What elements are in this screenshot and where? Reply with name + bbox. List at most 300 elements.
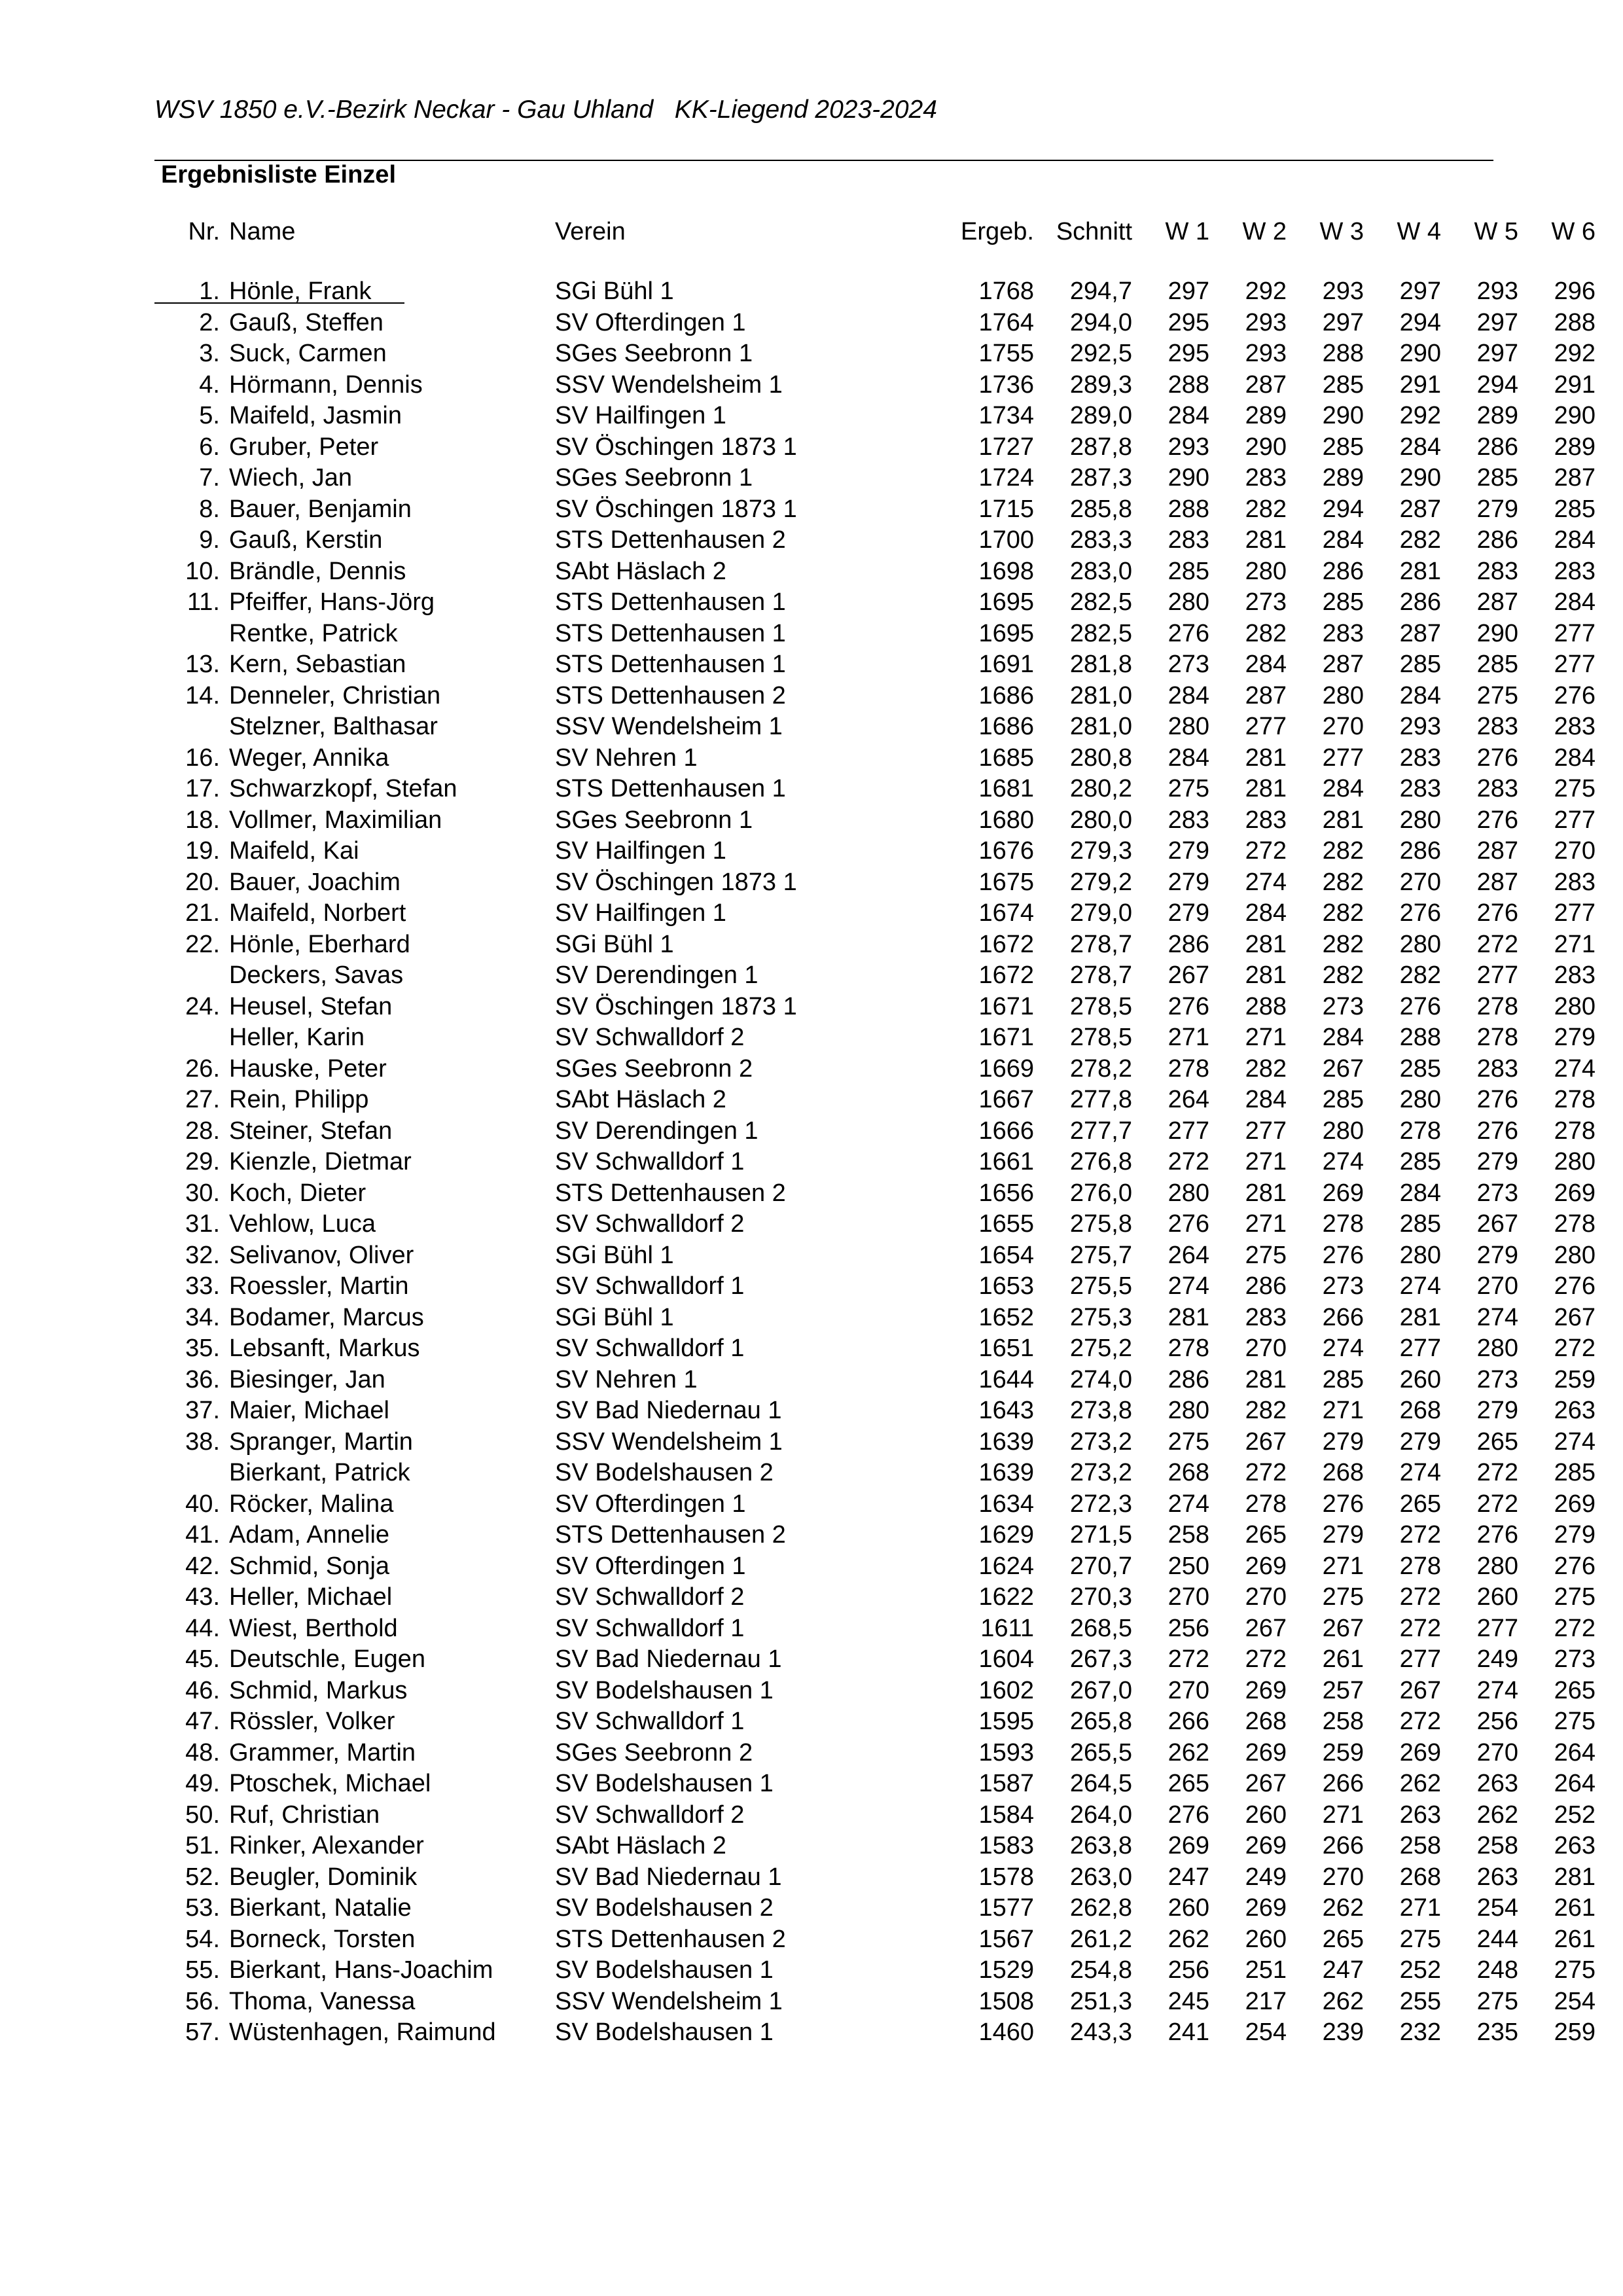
rank-cell: 55. [185, 1956, 220, 1984]
rank-cell: 51. [185, 1832, 220, 1859]
w6-cell: 289 [1554, 433, 1596, 461]
w5-cell: 273 [1476, 1179, 1518, 1207]
total-cell: 1672 [978, 961, 1034, 989]
rank-cell: 14. [185, 681, 220, 709]
total-cell: 1685 [978, 744, 1034, 772]
total-cell: 1593 [978, 1738, 1034, 1767]
rank-cell: 48. [185, 1738, 220, 1767]
average-cell: 279,3 [1069, 837, 1132, 865]
rank-cell: 52. [185, 1863, 220, 1891]
rank-cell: 26. [185, 1054, 220, 1083]
w5-cell: 279 [1476, 1148, 1518, 1175]
club-cell: SV Bodelshausen 1 [555, 2018, 774, 2046]
w1-cell: 280 [1168, 713, 1209, 740]
name-cell: Bierkant, Patrick [229, 1459, 410, 1486]
w6-cell: 280 [1554, 992, 1596, 1020]
name-cell: Adam, Annelie [229, 1521, 390, 1549]
name-cell: Schmid, Markus [229, 1676, 408, 1704]
w5-cell: 275 [1476, 681, 1518, 709]
w5-cell: 248 [1476, 1956, 1518, 1984]
average-cell: 277,7 [1069, 1117, 1132, 1145]
w6-cell: 265 [1554, 1676, 1596, 1704]
rank-cell: 50. [185, 1801, 220, 1829]
w6-cell: 278 [1554, 1210, 1596, 1238]
total-cell: 1583 [978, 1832, 1034, 1859]
name-cell: Maifeld, Jasmin [229, 402, 402, 429]
table-row [154, 338, 1596, 370]
w3-cell: 284 [1322, 1024, 1364, 1051]
average-cell: 254,8 [1069, 1956, 1132, 1984]
club-cell: SV Schwalldorf 2 [555, 1210, 745, 1238]
total-cell: 1634 [978, 1490, 1034, 1518]
w5-cell: 278 [1476, 1024, 1518, 1051]
w2-cell: 268 [1245, 1708, 1287, 1735]
w3-cell: 293 [1322, 278, 1364, 305]
w5-cell: 276 [1476, 1521, 1518, 1549]
club-cell: STS Dettenhausen 2 [555, 526, 786, 554]
w5-cell: 274 [1476, 1303, 1518, 1331]
name-cell: Bauer, Joachim [229, 868, 401, 896]
club-cell: SGi Bühl 1 [555, 1303, 674, 1331]
w1-cell: 273 [1168, 651, 1209, 678]
average-cell: 294,0 [1069, 308, 1132, 336]
w5-cell: 274 [1476, 1676, 1518, 1704]
name-cell: Hönle, Eberhard [229, 930, 410, 958]
total-cell: 1578 [978, 1863, 1034, 1891]
rank-cell: 49. [185, 1770, 220, 1797]
average-cell: 289,0 [1069, 402, 1132, 429]
table-row [154, 774, 1596, 805]
rank-cell: 21. [185, 899, 220, 927]
w5-cell: 293 [1476, 278, 1518, 305]
w1-cell: 274 [1168, 1490, 1209, 1518]
table-row [154, 1768, 1596, 1800]
w6-cell: 252 [1554, 1801, 1596, 1829]
w1-cell: 250 [1168, 1552, 1209, 1580]
table-row [154, 1489, 1596, 1520]
total-cell: 1768 [978, 278, 1034, 305]
w2-cell: 281 [1245, 775, 1287, 802]
w3-cell: 271 [1322, 1801, 1364, 1829]
rank-cell: 20. [185, 868, 220, 896]
w1-cell: 281 [1168, 1303, 1209, 1331]
w2-cell: 260 [1245, 1801, 1287, 1829]
w4-cell: 263 [1399, 1801, 1441, 1829]
w6-cell: 263 [1554, 1832, 1596, 1859]
w6-cell: 276 [1554, 1552, 1596, 1580]
w4-cell: 287 [1399, 495, 1441, 523]
table-row [154, 681, 1596, 712]
w3-cell: 273 [1322, 1272, 1364, 1300]
w4-cell: 272 [1399, 1521, 1441, 1549]
rank-cell: 24. [185, 992, 220, 1020]
table-row [154, 1924, 1596, 1956]
w3-cell: 274 [1322, 1335, 1364, 1362]
w3-cell: 266 [1322, 1770, 1364, 1797]
table-row [154, 432, 1596, 463]
club-cell: SGes Seebronn 2 [555, 1054, 753, 1083]
average-cell: 277,8 [1069, 1086, 1132, 1113]
table-row [154, 1800, 1596, 1831]
average-cell: 265,8 [1069, 1708, 1132, 1735]
w5-cell: 277 [1476, 1614, 1518, 1642]
w6-cell: 274 [1554, 1054, 1596, 1083]
name-cell: Pfeiffer, Hans-Jörg [229, 588, 435, 616]
table-row [154, 1644, 1596, 1676]
club-cell: SV Bodelshausen 1 [555, 1676, 774, 1704]
average-cell: 267,3 [1069, 1645, 1132, 1673]
w4-cell: 255 [1399, 1987, 1441, 2015]
w3-cell: 273 [1322, 992, 1364, 1020]
club-cell: STS Dettenhausen 1 [555, 775, 786, 802]
name-cell: Lebsanft, Markus [229, 1335, 420, 1362]
col-header-ergeb: Ergeb. [961, 218, 1034, 245]
w6-cell: 292 [1554, 340, 1596, 367]
w1-cell: 275 [1168, 775, 1209, 802]
total-cell: 1691 [978, 651, 1034, 678]
w3-cell: 274 [1322, 1148, 1364, 1175]
w2-cell: 217 [1245, 1987, 1287, 2015]
w4-cell: 279 [1399, 1427, 1441, 1456]
w4-cell: 280 [1399, 806, 1441, 834]
club-cell: SV Schwalldorf 1 [555, 1708, 745, 1735]
table-row [154, 1613, 1596, 1645]
w2-cell: 269 [1245, 1552, 1287, 1580]
w1-cell: 279 [1168, 837, 1209, 865]
w3-cell: 284 [1322, 775, 1364, 802]
table-row [154, 1893, 1596, 1924]
w1-cell: 275 [1168, 1427, 1209, 1456]
w5-cell: 263 [1476, 1863, 1518, 1891]
w3-cell: 265 [1322, 1925, 1364, 1953]
club-cell: SGi Bühl 1 [555, 930, 674, 958]
first-row-rule [220, 302, 404, 304]
average-cell: 280,8 [1069, 744, 1132, 772]
w3-cell: 276 [1322, 1490, 1364, 1518]
club-cell: SV Bodelshausen 1 [555, 1770, 774, 1797]
name-cell: Borneck, Torsten [229, 1925, 416, 1953]
w2-cell: 282 [1245, 495, 1287, 523]
w3-cell: 279 [1322, 1521, 1364, 1549]
rank-cell: 57. [185, 2018, 220, 2046]
club-cell: SV Derendingen 1 [555, 1117, 758, 1145]
w4-cell: 258 [1399, 1832, 1441, 1859]
w2-cell: 272 [1245, 1645, 1287, 1673]
w6-cell: 259 [1554, 2018, 1596, 2046]
name-cell: Grammer, Martin [229, 1738, 416, 1767]
table-body [154, 276, 1596, 2049]
w4-cell: 294 [1399, 308, 1441, 336]
rank-cell: 9. [199, 526, 220, 554]
total-cell: 1671 [978, 1024, 1034, 1051]
name-cell: Heller, Karin [229, 1024, 365, 1051]
w6-cell: 274 [1554, 1427, 1596, 1456]
rank-cell: 29. [185, 1148, 220, 1175]
w5-cell: 280 [1476, 1552, 1518, 1580]
average-cell: 272,3 [1069, 1490, 1132, 1518]
w6-cell: 277 [1554, 899, 1596, 927]
w1-cell: 277 [1168, 1117, 1209, 1145]
w6-cell: 287 [1554, 464, 1596, 492]
name-cell: Maifeld, Norbert [229, 899, 406, 927]
average-cell: 278,7 [1069, 961, 1132, 989]
name-cell: Denneler, Christian [229, 681, 441, 709]
table-row [154, 525, 1596, 556]
w2-cell: 288 [1245, 992, 1287, 1020]
name-cell: Kienzle, Dietmar [229, 1148, 412, 1175]
club-cell: SSV Wendelsheim 1 [555, 370, 783, 399]
table-row [154, 743, 1596, 774]
w2-cell: 269 [1245, 1738, 1287, 1767]
w4-cell: 269 [1399, 1738, 1441, 1767]
name-cell: Gruber, Peter [229, 433, 379, 461]
table-row [154, 867, 1596, 899]
table-row [154, 898, 1596, 929]
w4-cell: 285 [1399, 1210, 1441, 1238]
w2-cell: 290 [1245, 433, 1287, 461]
average-cell: 273,2 [1069, 1427, 1132, 1456]
w6-cell: 283 [1554, 961, 1596, 989]
w4-cell: 271 [1399, 1894, 1441, 1922]
w2-cell: 274 [1245, 868, 1287, 896]
name-cell: Selivanov, Oliver [229, 1241, 414, 1269]
w3-cell: 277 [1322, 744, 1364, 772]
w4-cell: 286 [1399, 837, 1441, 865]
club-cell: SV Schwalldorf 1 [555, 1614, 745, 1642]
table-row [154, 556, 1596, 588]
w4-cell: 281 [1399, 557, 1441, 585]
w1-cell: 278 [1168, 1335, 1209, 1362]
w3-cell: 284 [1322, 526, 1364, 554]
w1-cell: 245 [1168, 1987, 1209, 2015]
average-cell: 287,8 [1069, 433, 1132, 461]
w1-cell: 276 [1168, 619, 1209, 647]
total-cell: 1736 [978, 370, 1034, 399]
total-cell: 1667 [978, 1086, 1034, 1113]
total-cell: 1567 [978, 1925, 1034, 1953]
average-cell: 270,3 [1069, 1583, 1132, 1611]
w1-cell: 280 [1168, 588, 1209, 616]
table-row [154, 587, 1596, 619]
w1-cell: 260 [1168, 1894, 1209, 1922]
w4-cell: 288 [1399, 1024, 1441, 1051]
w2-cell: 270 [1245, 1335, 1287, 1362]
average-cell: 251,3 [1069, 1987, 1132, 2015]
table-row [154, 1862, 1596, 1893]
average-cell: 292,5 [1069, 340, 1132, 367]
name-cell: Rein, Philipp [229, 1086, 369, 1113]
club-cell: SV Schwalldorf 2 [555, 1583, 745, 1611]
w1-cell: 256 [1168, 1956, 1209, 1984]
table-row [154, 1706, 1596, 1738]
average-cell: 279,0 [1069, 899, 1132, 927]
w3-cell: 271 [1322, 1397, 1364, 1424]
name-cell: Deutschle, Eugen [229, 1645, 425, 1673]
average-cell: 261,2 [1069, 1925, 1132, 1953]
w5-cell: 279 [1476, 1241, 1518, 1269]
w5-cell: 285 [1476, 651, 1518, 678]
name-cell: Heller, Michael [229, 1583, 393, 1611]
name-cell: Rössler, Volker [229, 1708, 395, 1735]
w2-cell: 286 [1245, 1272, 1287, 1300]
average-cell: 264,0 [1069, 1801, 1132, 1829]
w1-cell: 285 [1168, 557, 1209, 585]
w5-cell: 270 [1476, 1272, 1518, 1300]
table-row [154, 1116, 1596, 1147]
w6-cell: 284 [1554, 588, 1596, 616]
w5-cell: 286 [1476, 433, 1518, 461]
table-row [154, 1178, 1596, 1210]
rank-cell: 46. [185, 1676, 220, 1704]
w4-cell: 286 [1399, 588, 1441, 616]
rank-cell: 13. [185, 651, 220, 678]
total-cell: 1695 [978, 619, 1034, 647]
w2-cell: 281 [1245, 930, 1287, 958]
total-cell: 1671 [978, 992, 1034, 1020]
w6-cell: 278 [1554, 1117, 1596, 1145]
w1-cell: 295 [1168, 308, 1209, 336]
name-cell: Wiest, Berthold [229, 1614, 398, 1642]
w1-cell: 269 [1168, 1832, 1209, 1859]
table-row [154, 1271, 1596, 1302]
total-cell: 1724 [978, 464, 1034, 492]
table-row [154, 960, 1596, 992]
w4-cell: 252 [1399, 1956, 1441, 1984]
total-cell: 1587 [978, 1770, 1034, 1797]
rank-cell: 17. [185, 775, 220, 802]
w5-cell: 270 [1476, 1738, 1518, 1767]
rank-cell: 7. [199, 464, 220, 492]
w1-cell: 270 [1168, 1583, 1209, 1611]
w1-cell: 271 [1168, 1024, 1209, 1051]
average-cell: 281,0 [1069, 713, 1132, 740]
w3-cell: 288 [1322, 340, 1364, 367]
w5-cell: 283 [1476, 775, 1518, 802]
w2-cell: 284 [1245, 1086, 1287, 1113]
club-cell: SV Ofterdingen 1 [555, 308, 746, 336]
w6-cell: 280 [1554, 1241, 1596, 1269]
w3-cell: 285 [1322, 433, 1364, 461]
total-cell: 1508 [978, 1987, 1034, 2015]
average-cell: 276,0 [1069, 1179, 1132, 1207]
club-cell: SV Schwalldorf 1 [555, 1335, 745, 1362]
w2-cell: 271 [1245, 1210, 1287, 1238]
rank-cell: 1. [154, 276, 220, 308]
average-cell: 271,5 [1069, 1521, 1132, 1549]
w2-cell: 271 [1245, 1024, 1287, 1051]
average-cell: 280,2 [1069, 775, 1132, 802]
w3-cell: 282 [1322, 961, 1364, 989]
w1-cell: 264 [1168, 1241, 1209, 1269]
w2-cell: 265 [1245, 1521, 1287, 1549]
total-cell: 1577 [978, 1894, 1034, 1922]
total-cell: 1764 [978, 308, 1034, 336]
rank-cell: 22. [185, 930, 220, 958]
average-cell: 278,5 [1069, 992, 1132, 1020]
rank-cell: 31. [185, 1210, 220, 1238]
w2-cell: 269 [1245, 1676, 1287, 1704]
w2-cell: 284 [1245, 899, 1287, 927]
total-cell: 1715 [978, 495, 1034, 523]
w2-cell: 292 [1245, 278, 1287, 305]
w3-cell: 270 [1322, 713, 1364, 740]
w1-cell: 288 [1168, 495, 1209, 523]
average-cell: 282,5 [1069, 619, 1132, 647]
club-cell: SAbt Häslach 2 [555, 1832, 726, 1859]
w5-cell: 283 [1476, 1054, 1518, 1083]
club-cell: SGes Seebronn 1 [555, 340, 753, 367]
w6-cell: 283 [1554, 557, 1596, 585]
w1-cell: 272 [1168, 1148, 1209, 1175]
rank-cell: 8. [199, 495, 220, 523]
table-row [154, 1054, 1596, 1085]
w3-cell: 266 [1322, 1303, 1364, 1331]
rank-cell: 27. [185, 1086, 220, 1113]
rank-cell [154, 711, 220, 743]
w2-cell: 281 [1245, 961, 1287, 989]
total-cell: 1680 [978, 806, 1034, 834]
club-cell: SAbt Häslach 2 [555, 557, 726, 585]
table-row [154, 929, 1596, 961]
rank-cell [154, 1458, 220, 1489]
table-row [154, 494, 1596, 526]
rank-cell: 40. [185, 1490, 220, 1518]
total-cell: 1595 [978, 1708, 1034, 1735]
w3-cell: 285 [1322, 1365, 1364, 1393]
w2-cell: 275 [1245, 1241, 1287, 1269]
total-cell: 1584 [978, 1801, 1034, 1829]
average-cell: 287,3 [1069, 464, 1132, 492]
w2-cell: 277 [1245, 1117, 1287, 1145]
total-cell: 1755 [978, 340, 1034, 367]
w4-cell: 290 [1399, 464, 1441, 492]
average-cell: 263,8 [1069, 1832, 1132, 1859]
w5-cell: 287 [1476, 588, 1518, 616]
w6-cell: 290 [1554, 402, 1596, 429]
club-cell: SV Bodelshausen 1 [555, 1956, 774, 1984]
w1-cell: 290 [1168, 464, 1209, 492]
w3-cell: 285 [1322, 1086, 1364, 1113]
total-cell: 1700 [978, 526, 1034, 554]
w5-cell: 272 [1476, 930, 1518, 958]
total-cell: 1652 [978, 1303, 1034, 1331]
club-cell: SV Bad Niedernau 1 [555, 1397, 782, 1424]
w3-cell: 247 [1322, 1956, 1364, 1984]
name-cell: Vehlow, Luca [229, 1210, 376, 1238]
w6-cell: 276 [1554, 681, 1596, 709]
w5-cell: 276 [1476, 806, 1518, 834]
w1-cell: 286 [1168, 1365, 1209, 1393]
w6-cell: 283 [1554, 868, 1596, 896]
w5-cell: 283 [1476, 557, 1518, 585]
w6-cell: 261 [1554, 1894, 1596, 1922]
rank-cell: 35. [185, 1335, 220, 1362]
w6-cell: 279 [1554, 1024, 1596, 1051]
w3-cell: 290 [1322, 402, 1364, 429]
table-row [154, 276, 1596, 308]
club-cell: SV Hailfingen 1 [555, 402, 726, 429]
total-cell: 1669 [978, 1054, 1034, 1083]
w5-cell: 256 [1476, 1708, 1518, 1735]
rank-cell: 45. [185, 1645, 220, 1673]
w3-cell: 269 [1322, 1179, 1364, 1207]
w2-cell: 282 [1245, 1397, 1287, 1424]
total-cell: 1655 [978, 1210, 1034, 1238]
name-cell: Gauß, Steffen [229, 308, 383, 336]
name-cell: Koch, Dieter [229, 1179, 366, 1207]
w5-cell: 297 [1476, 340, 1518, 367]
table-row [154, 1209, 1596, 1240]
